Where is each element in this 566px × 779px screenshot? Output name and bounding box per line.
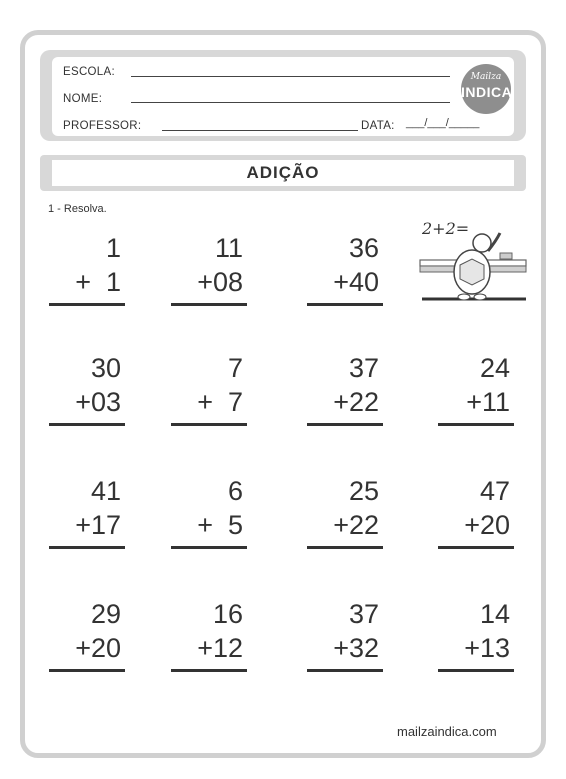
answer-line[interactable]	[438, 669, 514, 672]
problem-top: 16	[212, 599, 243, 629]
problem-bottom: +22	[333, 510, 379, 540]
problem-top: 36	[348, 233, 379, 263]
name-field[interactable]	[131, 102, 450, 103]
problem-top: 24	[479, 353, 510, 383]
problem-top: 14	[479, 599, 510, 629]
problem-bottom: +11	[466, 387, 510, 417]
answer-line[interactable]	[49, 669, 125, 672]
answer-line[interactable]	[171, 423, 247, 426]
answer-line[interactable]	[307, 303, 383, 306]
answer-line[interactable]	[171, 546, 247, 549]
problem-bottom: +32	[333, 633, 379, 663]
problem-bottom: +40	[333, 267, 379, 297]
problem-top: 47	[479, 476, 510, 506]
instruction-text: 1 - Resolva.	[48, 203, 107, 215]
problem-bottom: + 7	[197, 387, 243, 417]
problem-top: 37	[348, 599, 379, 629]
answer-line[interactable]	[307, 423, 383, 426]
logo-line1: Mailza	[470, 72, 502, 82]
answer-line[interactable]	[438, 546, 514, 549]
problem-bottom: +22	[333, 387, 379, 417]
answer-line[interactable]	[438, 423, 514, 426]
problem-top: 41	[90, 476, 121, 506]
answer-line[interactable]	[49, 423, 125, 426]
answer-line[interactable]	[171, 303, 247, 306]
problem-bottom: + 1	[75, 267, 121, 297]
problem-top: 29	[90, 599, 121, 629]
problem-top: 6	[227, 476, 243, 506]
problem-bottom: +20	[75, 633, 121, 663]
mailza-indica-logo	[461, 64, 511, 114]
problem-top: 7	[227, 353, 243, 383]
answer-line[interactable]	[307, 546, 383, 549]
problem-bottom: +13	[464, 633, 510, 663]
teacher-label: PROFESSOR:	[63, 120, 142, 132]
problem-bottom: +17	[75, 510, 121, 540]
school-label: ESCOLA:	[63, 66, 115, 78]
problem-top: 30	[90, 353, 121, 383]
site-url[interactable]: mailzaindica.com	[397, 724, 497, 739]
problem-bottom: + 5	[197, 510, 243, 540]
turtle-at-blackboard-icon	[418, 215, 528, 305]
page-title: ADIÇÃO	[52, 160, 514, 186]
problem-bottom: +03	[75, 387, 121, 417]
problem-top: 37	[348, 353, 379, 383]
date-field[interactable]: ___/___/_____	[406, 117, 480, 129]
answer-line[interactable]	[49, 303, 125, 306]
board-text: 2+2=	[422, 219, 470, 238]
problem-bottom: +08	[197, 267, 243, 297]
problem-top: 11	[214, 233, 243, 263]
answer-line[interactable]	[171, 669, 247, 672]
answer-line[interactable]	[49, 546, 125, 549]
problem-bottom: +12	[197, 633, 243, 663]
problem-bottom: +20	[464, 510, 510, 540]
answer-line[interactable]	[307, 669, 383, 672]
problem-top: 25	[348, 476, 379, 506]
teacher-field[interactable]	[162, 130, 358, 131]
name-label: NOME:	[63, 93, 103, 105]
problem-top: 1	[105, 233, 121, 263]
logo-line2: INDICA	[461, 84, 513, 100]
school-field[interactable]	[131, 76, 450, 77]
date-label: DATA:	[361, 120, 395, 132]
